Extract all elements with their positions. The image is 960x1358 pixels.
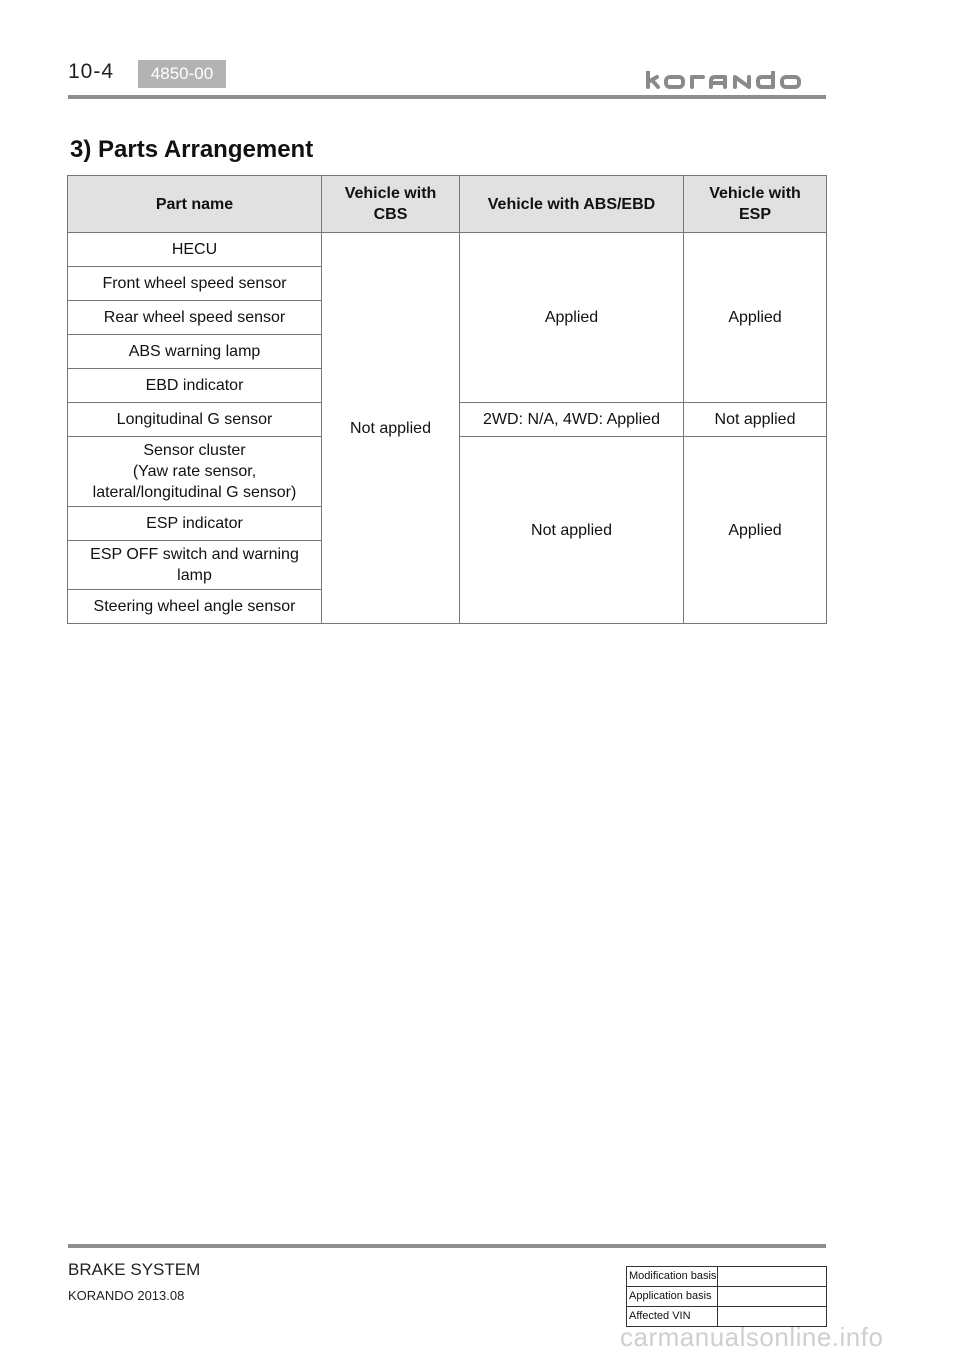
revision-label: Affected VIN [627, 1307, 718, 1327]
korando-logo-icon [645, 71, 827, 89]
abs-ebd-status-cell: Not applied [460, 437, 684, 624]
revision-box [626, 1266, 827, 1327]
column-header-part-name: Part name [68, 176, 322, 233]
column-header-abs-ebd: Vehicle with ABS/EBD [460, 176, 684, 233]
parts-arrangement-table [67, 175, 827, 624]
abs-ebd-status-cell: 2WD: N/A, 4WD: Applied [460, 403, 684, 437]
esp-status-cell: Applied [684, 437, 827, 624]
part-name-cell: HECU [68, 233, 322, 267]
part-name-cell: Steering wheel angle sensor [68, 590, 322, 624]
part-name-cell: Rear wheel speed sensor [68, 301, 322, 335]
column-header-cbs: Vehicle with CBS [322, 176, 460, 233]
revision-value [718, 1267, 827, 1287]
footer-system-title: BRAKE SYSTEM [68, 1260, 201, 1279]
part-name-cell: ESP OFF switch and warning lamp [68, 541, 322, 590]
watermark: carmanualsonline.info [620, 1322, 884, 1352]
revision-value [718, 1287, 827, 1307]
cbs-status-cell: Not applied [322, 233, 460, 624]
part-name-cell: ESP indicator [68, 507, 322, 541]
page-number: 10-4 [68, 60, 115, 83]
revision-row [627, 1287, 827, 1307]
footer-rule [68, 1244, 826, 1248]
table-row [68, 233, 827, 267]
footer-model-date: KORANDO 2013.08 [68, 1288, 185, 1303]
part-name-cell: ABS warning lamp [68, 335, 322, 369]
revision-row [627, 1267, 827, 1287]
esp-status-cell: Not applied [684, 403, 827, 437]
header-rule [68, 95, 826, 99]
revision-label: Modification basis [627, 1267, 718, 1287]
part-name-cell: Front wheel speed sensor [68, 267, 322, 301]
revision-label: Application basis [627, 1287, 718, 1307]
section-title: 3) Parts Arrangement [70, 136, 314, 163]
section-code-badge: 4850-00 [138, 60, 226, 88]
esp-status-cell: Applied [684, 233, 827, 403]
abs-ebd-status-cell: Applied [460, 233, 684, 403]
part-name-cell: EBD indicator [68, 369, 322, 403]
table-header-row [68, 176, 827, 233]
column-header-esp: Vehicle with ESP [684, 176, 827, 233]
part-name-cell: Longitudinal G sensor [68, 403, 322, 437]
part-name-cell: Sensor cluster (Yaw rate sensor, lateral/longitudinal G sensor) [68, 437, 322, 507]
